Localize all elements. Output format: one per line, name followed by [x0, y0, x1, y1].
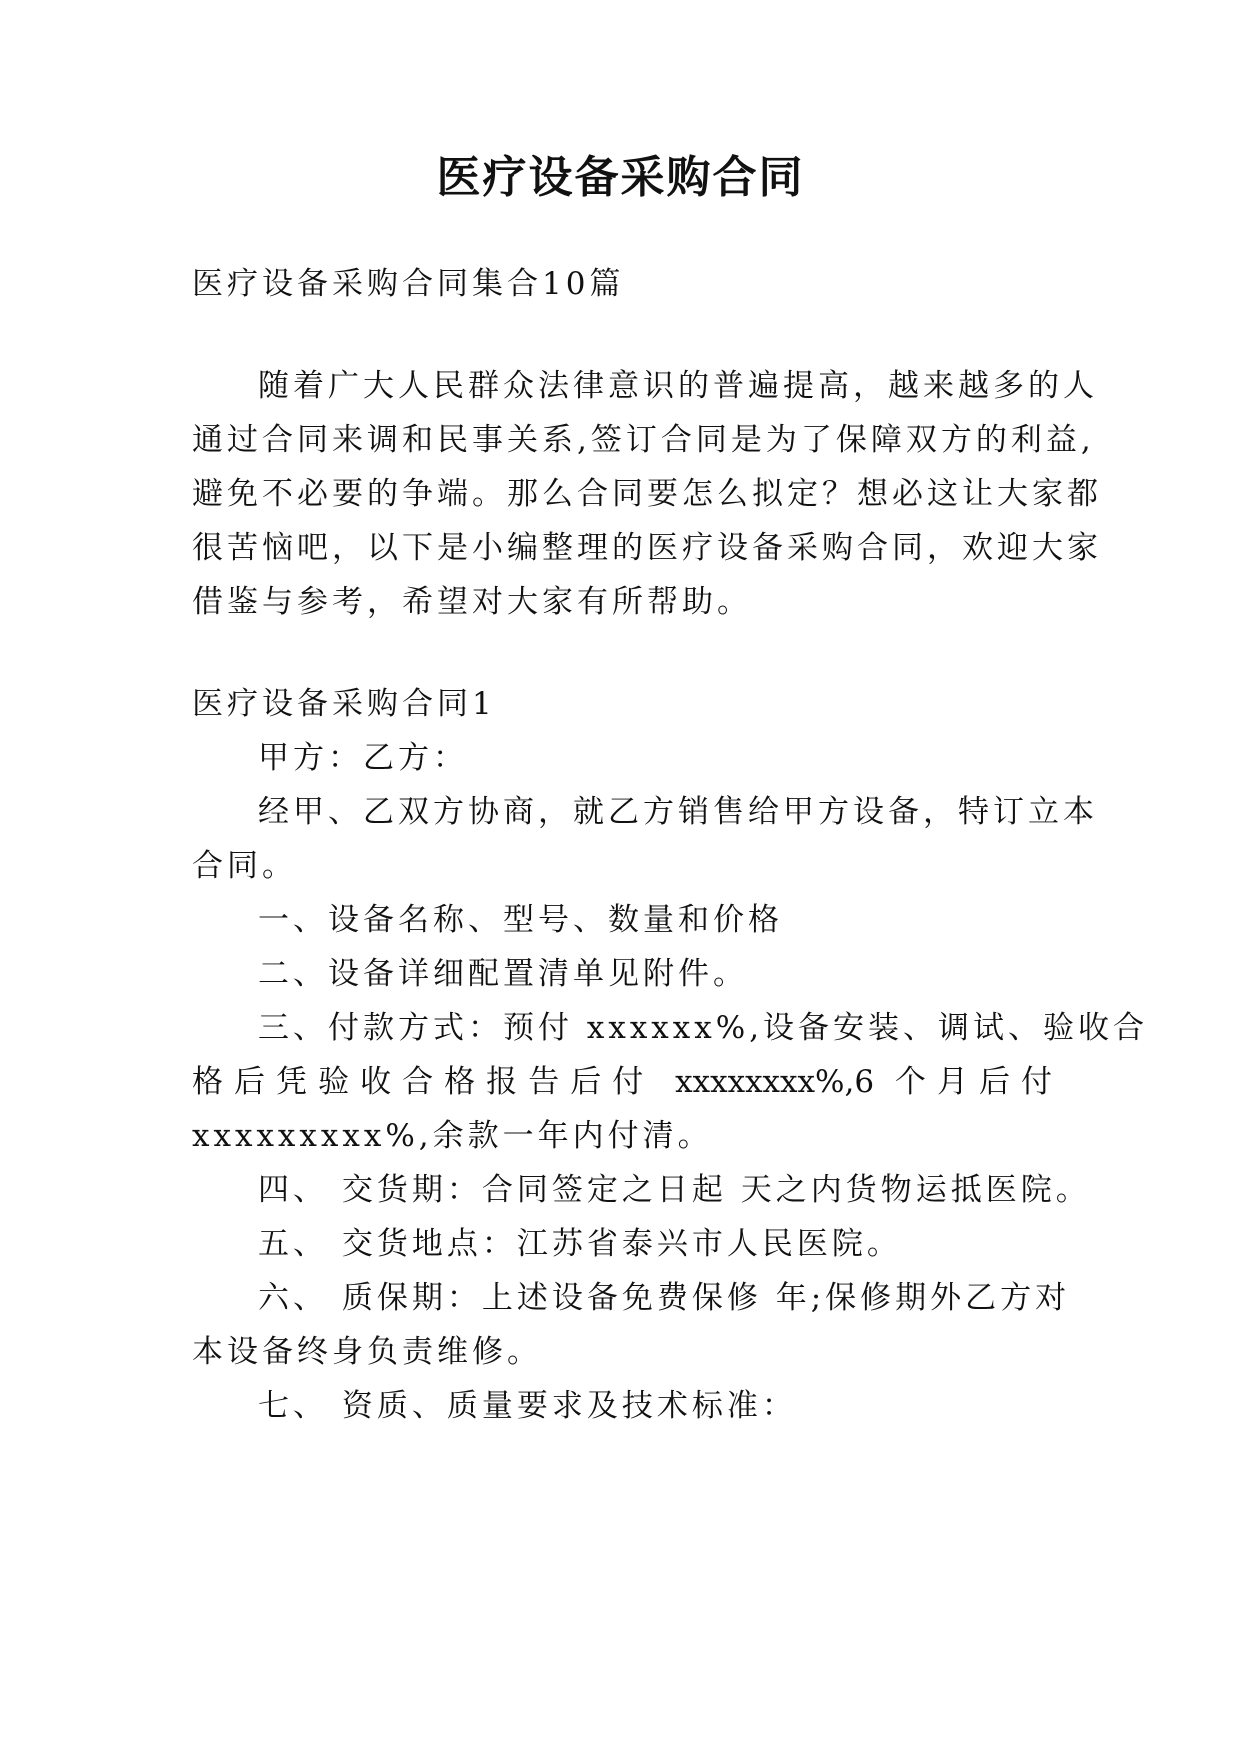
clause-6-line: 本设备终身负责维修。	[192, 1334, 542, 1370]
document-subtitle: 医疗设备采购合同集合10篇	[192, 266, 625, 302]
clause-3-line: 三、付款方式：预付 xxxxxx%,设备安装、调试、验收合	[258, 1010, 1149, 1046]
preamble-line: 经甲、乙双方协商，就乙方销售给甲方设备，特订立本	[258, 794, 1098, 830]
clause-6-line: 六、 质保期：上述设备免费保修 年;保修期外乙方对	[258, 1280, 1071, 1316]
parties-line: 甲方：乙方：	[258, 740, 468, 776]
document-title: 医疗设备采购合同	[436, 152, 805, 203]
section-heading: 医疗设备采购合同1	[192, 686, 496, 722]
clause-4: 四、 交货期：合同签定之日起 天之内货物运抵医院。	[258, 1172, 1091, 1208]
clause-1: 一、设备名称、型号、数量和价格	[258, 902, 783, 938]
intro-line: 借鉴与参考，希望对大家有所帮助。	[192, 584, 752, 620]
preamble-line: 合同。	[192, 848, 297, 884]
clause-3-line: 格后凭验收合格报告后付 xxxxxxxx%,6 个月后付	[192, 1064, 1052, 1100]
intro-line: 随着广大人民群众法律意识的普遍提高，越来越多的人	[258, 368, 1098, 404]
intro-line: 很苦恼吧，以下是小编整理的医疗设备采购合同，欢迎大家	[192, 530, 1102, 566]
clause-7: 七、 资质、质量要求及技术标准：	[258, 1388, 797, 1424]
intro-line: 避免不必要的争端。那么合同要怎么拟定？想必这让大家都	[192, 476, 1102, 512]
clause-2: 二、设备详细配置清单见附件。	[258, 956, 748, 992]
intro-line: 通过合同来调和民事关系,签订合同是为了保障双方的利益,	[192, 422, 1095, 458]
clause-3-line: xxxxxxxxx%,余款一年内付清。	[192, 1118, 713, 1154]
clause-5: 五、 交货地点：江苏省泰兴市人民医院。	[258, 1226, 902, 1262]
